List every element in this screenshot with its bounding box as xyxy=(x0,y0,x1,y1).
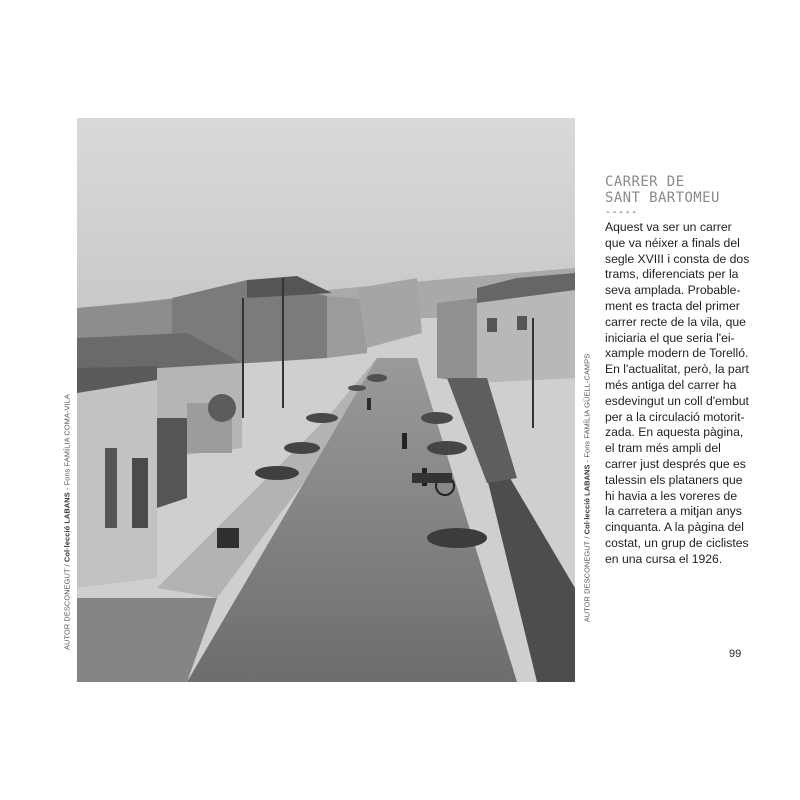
body-line: en una cursa el 1926. xyxy=(605,551,723,566)
body-line: segle XVIII i consta de dos xyxy=(605,251,750,266)
body-line: el tram més ampli del xyxy=(605,441,721,456)
body-line: seva amplada. Probable- xyxy=(605,283,741,298)
body-line: que va néixer a finals del xyxy=(605,235,740,250)
section-heading xyxy=(605,174,755,206)
heading-line-1: CARRER DE xyxy=(605,174,685,190)
body-line: costat, un grup de ciclistes xyxy=(605,535,749,550)
page-number: 99 xyxy=(729,648,742,660)
body-line: ment es tracta del primer xyxy=(605,298,740,313)
body-line: la carretera a mitjan anys xyxy=(605,504,742,519)
body-line: carrer just després que es xyxy=(605,456,746,471)
body-line: Aquest va ser un carrer xyxy=(605,220,732,234)
street-photo-icon xyxy=(77,118,575,682)
body-line: cinquanta. A la pàgina del xyxy=(605,520,744,535)
body-line: trams, diferenciats per la xyxy=(605,267,739,282)
body-line: esdevingut un coll d'embut xyxy=(605,393,749,408)
body-line: xample modern de Torelló. xyxy=(605,346,749,361)
body-line: més antiga del carrer ha xyxy=(605,377,737,392)
street-photograph xyxy=(77,118,575,682)
credit-collection: Col·lecció LABANS xyxy=(62,492,72,563)
body-line: talessin els plataners que xyxy=(605,472,743,487)
credit-author: AUTOR DESCONEGUT xyxy=(582,540,592,623)
body-line: per a la circulació motorit- xyxy=(605,409,745,424)
body-line: En l'actualitat, però, la part xyxy=(605,362,749,377)
heading-rule: ----- xyxy=(605,207,638,218)
credit-fons: - Fons FAMÍLIA GÜELL-CAMPS xyxy=(582,353,592,465)
credit-collection: Col·lecció LABANS xyxy=(582,464,592,535)
heading-line-2: SANT BARTOMEU xyxy=(605,190,720,206)
credit-separator: / xyxy=(62,562,72,569)
body-line: zada. En aquesta pàgina, xyxy=(605,425,744,440)
body-line: iniciaria el que seria l'ei- xyxy=(605,330,735,345)
body-line: carrer recte de la vila, que xyxy=(605,314,746,329)
body-line: hi havia a les voreres de xyxy=(605,488,738,503)
credit-separator: / xyxy=(582,534,592,541)
body-paragraph xyxy=(605,220,755,568)
credit-fons: - Fons FAMÍLIA COMA-VILA xyxy=(62,394,72,493)
credit-author: AUTOR DESCONEGUT xyxy=(62,568,72,650)
